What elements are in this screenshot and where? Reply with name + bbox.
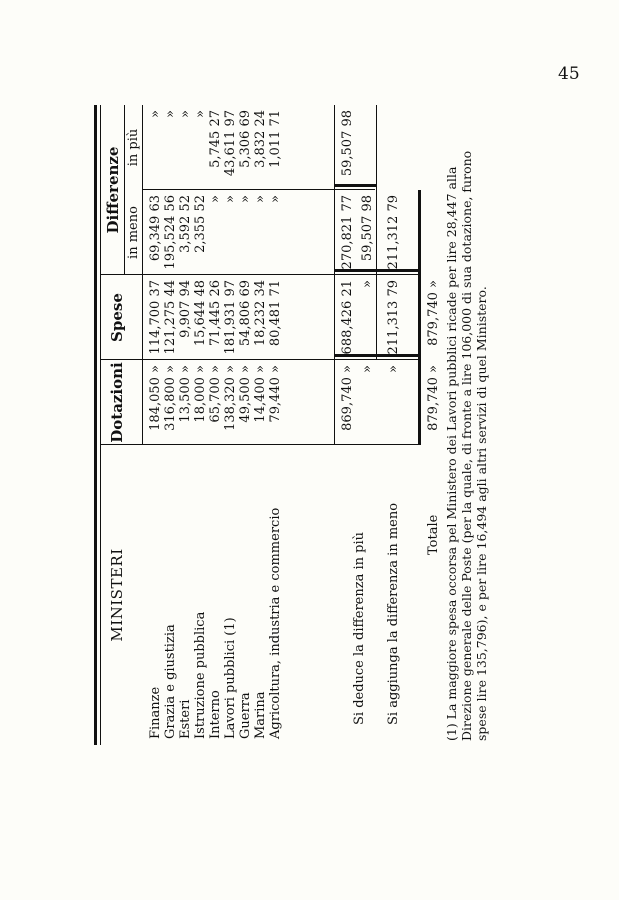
header-in-meno: in meno [126,206,141,259]
cell-spese: 9,907 94 [178,280,193,338]
cell-in-meno: 69,349 63 [148,195,163,262]
aggiunga-spese: 211,313 79 [386,280,401,355]
page-number: 45 [558,64,580,84]
row-label: Marina [253,691,268,739]
table-border-top [94,105,97,745]
row-label: Grazia e giustizia [163,624,178,739]
cell-spese: 181,931 97 [223,280,238,355]
aggiunga-dotazioni: » [386,365,401,373]
cell-spese: 18,232 34 [253,280,268,347]
deduce-rule [376,105,377,360]
cell-in-meno: » [238,195,253,203]
table-border-top-inner [100,105,101,745]
header-spese: Spese [108,293,126,342]
cell-in-piu: 3,832 24 [253,110,268,168]
cell-in-meno: » [268,195,283,203]
cell-dotazioni: 49,500 » [238,365,253,423]
cell-in-piu: 43,611 97 [223,110,238,177]
subtotal-spese: 688,426 21 [340,280,355,355]
total-rule [418,190,421,445]
subtotal-dotazioni: 869,740 » [340,365,355,431]
cell-dotazioni: 65,700 » [208,365,223,423]
row-label: Agricoltura, industria e commercio [268,507,283,739]
footnote: (1) La maggiore spesa occorsa pel Ministero dei Lavori pubblici ricade per lire 28,447 alla Direzione generale delle Poste (per la quale, di fronte a lire 106,000 di sua dotazione, furono spese lire 135,796), e per lire 16,494 agli altri servizi di quel Ministero. [444,150,489,741]
cell-in-piu: 5,745 27 [208,110,223,168]
subtotal-in-piu: 59,507 98 [340,110,355,177]
header-dotazioni: Dotazioni [108,362,126,443]
cell-in-meno: 3,592 52 [178,195,193,253]
deduce-in-meno: 59,507 98 [360,195,375,262]
header-differenze: Differenze [104,146,122,234]
cell-spese: 114,700 37 [148,280,163,355]
cell-in-meno: » [208,195,223,203]
cell-in-meno: 2,355 52 [193,195,208,253]
header-in-piu: in più [126,128,141,167]
deduce-dotazioni: » [360,365,375,373]
cell-in-meno: » [223,195,238,203]
total-dotazioni: 879,740 » [426,365,441,431]
cell-in-meno: 195,524 56 [163,195,178,270]
differenze-rule [124,105,125,275]
row-label: Guerra [238,692,253,739]
rotated-table-region [94,105,504,745]
cell-dotazioni: 18,000 » [193,365,208,423]
cell-spese: 80,481 71 [268,280,283,347]
cell-dotazioni: 316,800 » [163,365,178,431]
cell-in-piu: » [193,110,208,118]
row-label: Lavori pubblici (1) [223,617,238,739]
cell-spese: 121,275 44 [163,280,178,355]
cell-in-meno: » [253,195,268,203]
cell-spese: 71,445 26 [208,280,223,347]
deduce-label: Si deduce la differenza in più [352,532,367,725]
cell-in-piu: 5,306 69 [238,110,253,168]
cell-dotazioni: 184,050 » [148,365,163,431]
cell-dotazioni: 138,320 » [223,365,238,431]
total-label: Totale [426,514,441,555]
total-spese: 879,740 » [426,280,441,346]
row-label: Esteri [178,699,193,739]
budget-table [94,105,504,745]
row-label: Interno [208,690,223,739]
cell-in-piu: » [148,110,163,118]
aggiunga-label: Si aggiunga la differenza in meno [386,502,401,725]
cell-spese: 54,806 69 [238,280,253,347]
row-label: Finanze [148,686,163,739]
cell-dotazioni: 14,400 » [253,365,268,423]
row-label: Istruzione pubblica [193,611,208,739]
header-ministeri: MINISTERI [108,548,126,642]
aggiunga-in-meno: 211,312 79 [386,195,401,270]
deduce-spese: » [360,280,375,288]
cell-in-piu: 1,011 71 [268,110,283,168]
cell-dotazioni: 13,500 » [178,365,193,423]
cell-in-piu: » [163,110,178,118]
cell-spese: 15,644 48 [193,280,208,347]
cell-in-piu: » [178,110,193,118]
subtotal-rule [334,105,335,445]
cell-dotazioni: 79,440 » [268,365,283,423]
subtotal-in-meno: 270,821 77 [340,195,355,270]
header-rule [142,105,143,445]
